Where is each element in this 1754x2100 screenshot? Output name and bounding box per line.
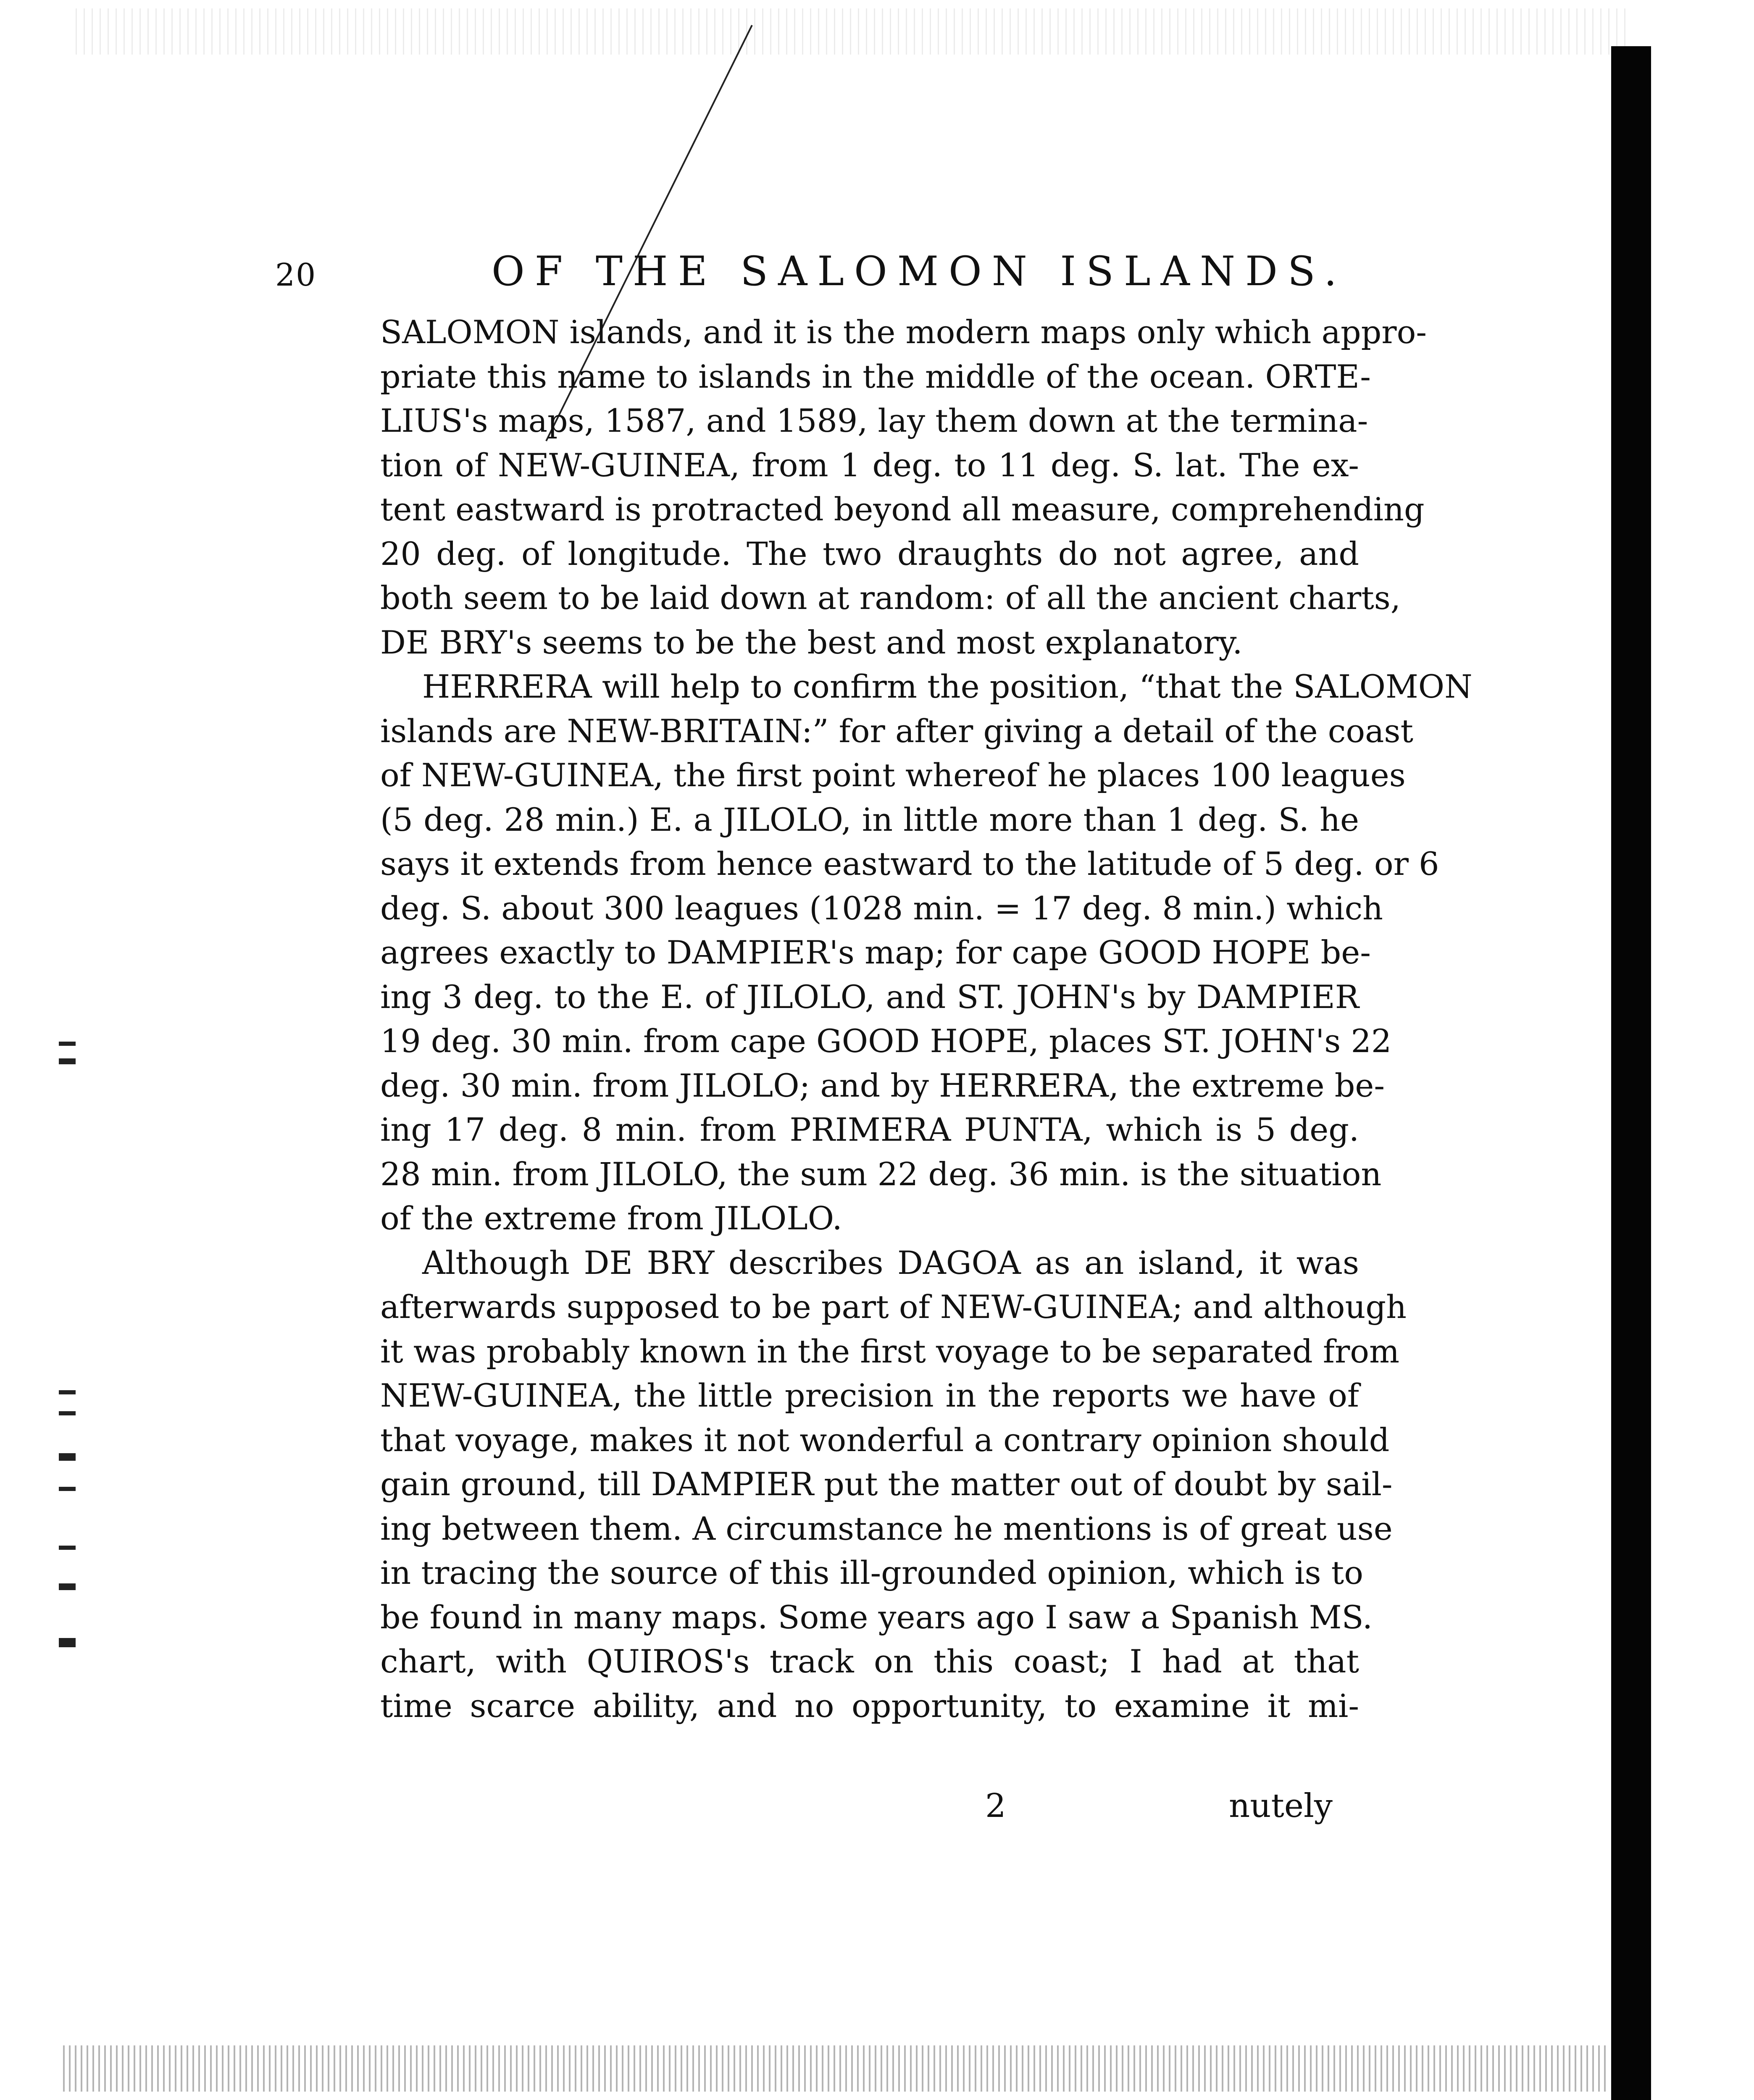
- text-line: agrees exactly to DAMPIER's map; for cape GOOD HOPE be-: [380, 934, 1371, 971]
- text-line: (5 deg. 28 min.) E. a JILOLO, in little more than 1 deg. S. he: [380, 801, 1359, 838]
- signature-mark: 2: [985, 1787, 1006, 1825]
- text-line: HERRERA will help to confirm the position, “that the SALOMON: [422, 668, 1473, 705]
- scan-edge-top: [76, 8, 1630, 55]
- text-line: deg. 30 min. from JILOLO; and by HERRERA, the extreme be-: [380, 1066, 1385, 1104]
- text-line: both seem to be laid down at random: of all the ancient charts,: [380, 579, 1401, 617]
- catchword: nutely: [1229, 1787, 1333, 1825]
- text-line: LIUS's maps, 1587, and 1589, lay them down at the termina-: [380, 402, 1368, 439]
- margin-marks: [50, 1042, 88, 1714]
- text-line: of NEW-GUINEA, the first point whereof he places 100 leagues: [380, 756, 1406, 794]
- scan-edge-bottom: [63, 2045, 1609, 2092]
- text-line: Although DE BRY describes DAGOA as an island, it was: [422, 1244, 1359, 1281]
- text-line: chart, with QUIROS's track on this coast; I had at that: [380, 1643, 1359, 1680]
- body-text: [380, 310, 1473, 1728]
- text-line: of the extreme from JILOLO.: [380, 1200, 842, 1237]
- text-line: afterwards supposed to be part of NEW-GUINEA; and although: [380, 1288, 1407, 1326]
- text-line: time scarce ability, and no opportunity, to examine it mi-: [380, 1687, 1359, 1725]
- text-line: SALOMON islands, and it is the modern maps only which appro-: [380, 313, 1427, 351]
- text-line: DE BRY's seems to be the best and most explanatory.: [380, 623, 1243, 661]
- text-line: 20 deg. of longitude. The two draughts do not agree, and: [380, 535, 1359, 572]
- text-line: ing between them. A circumstance he mentions is of great use: [380, 1509, 1393, 1547]
- text-line: NEW-GUINEA, the little precision in the reports we have of: [380, 1377, 1359, 1414]
- text-line: ing 17 deg. 8 min. from PRIMERA PUNTA, which is 5 deg.: [380, 1111, 1359, 1148]
- text-line: deg. S. about 300 leagues (1028 min. = 17 deg. 8 min.) which: [380, 889, 1383, 927]
- running-head: OF THE SALOMON ISLANDS.: [492, 248, 1347, 295]
- text-line: priate this name to islands in the middle of the ocean. ORTE-: [380, 357, 1371, 395]
- text-line: tion of NEW-GUINEA, from 1 deg. to 11 deg. S. lat. The ex-: [380, 446, 1359, 484]
- text-line: 19 deg. 30 min. from cape GOOD HOPE, places ST. JOHN's 22: [380, 1022, 1392, 1060]
- text-line: ing 3 deg. to the E. of JILOLO, and ST. JOHN's by DAMPIER: [380, 978, 1359, 1016]
- text-line: islands are NEW-BRITAIN:” for after giving a detail of the coast: [380, 712, 1413, 750]
- text-line: says it extends from hence eastward to the latitude of 5 deg. or 6: [380, 845, 1439, 882]
- page-number: 20: [275, 257, 317, 293]
- gutter-shadow: [1611, 46, 1651, 2100]
- text-line: it was probably known in the first voyage to be separated from: [380, 1332, 1400, 1370]
- text-line: 28 min. from JILOLO, the sum 22 deg. 36 min. is the situation: [380, 1155, 1382, 1193]
- text-line: in tracing the source of this ill-grounded opinion, which is to: [380, 1554, 1363, 1591]
- text-line: gain ground, till DAMPIER put the matter out of doubt by sail-: [380, 1465, 1393, 1503]
- text-line: tent eastward is protracted beyond all measure, comprehending: [380, 491, 1425, 528]
- text-line: be found in many maps. Some years ago I saw a Spanish MS.: [380, 1598, 1373, 1636]
- text-line: that voyage, makes it not wonderful a contrary opinion should: [380, 1421, 1390, 1459]
